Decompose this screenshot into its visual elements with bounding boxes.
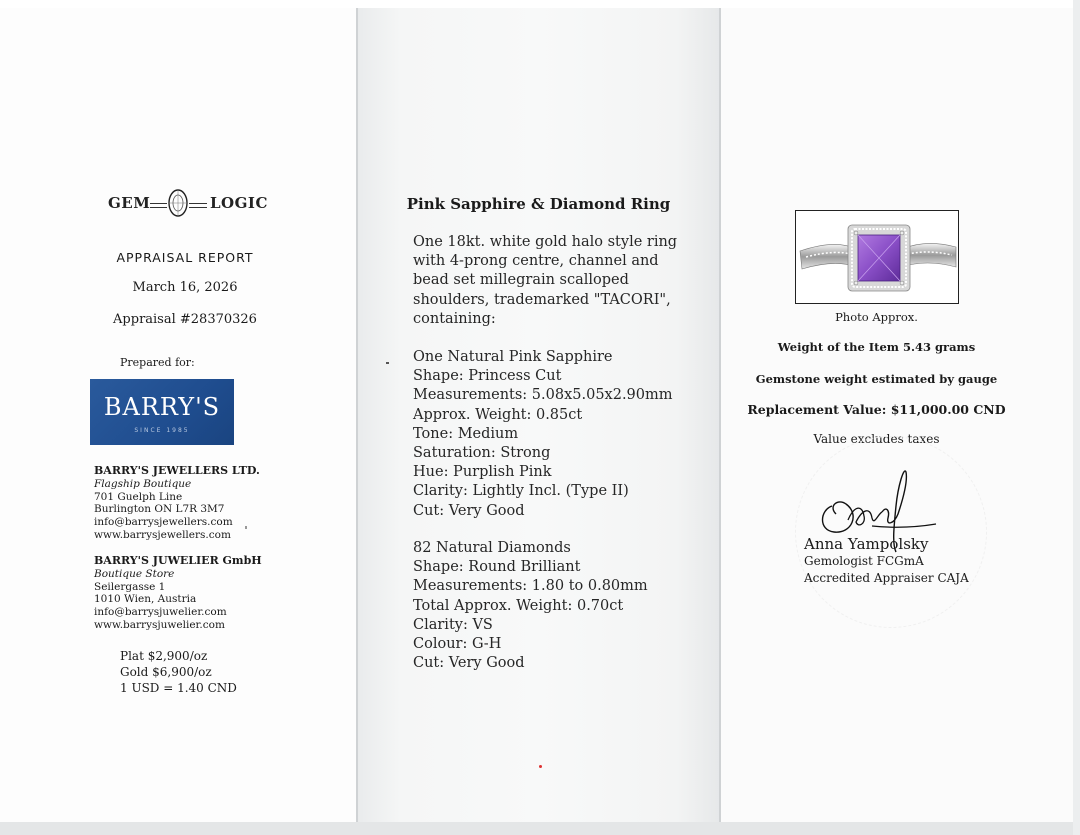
gold-price: Gold $6,900/oz [120,665,212,679]
diamond-line: Measurements: 1.80 to 0.80mm [413,578,648,595]
address-line: Burlington ON L7R 3M7 [94,503,225,516]
diamond-line: Total Approx. Weight: 0.70ct [413,597,624,614]
address-block [94,555,262,632]
description-line: One 18kt. white gold halo style ring [413,234,678,250]
logo-word-left: GEM [108,194,151,212]
address-line: 1010 Wien, Austria [94,593,197,606]
sapphire-details [413,348,673,521]
barrys-logo [90,379,234,445]
diamond-line: 82 Natural Diamonds [413,540,571,556]
report-date: March 16, 2026 [132,280,238,295]
oval-gem-icon [167,188,189,218]
exchange-rate: 1 USD = 1.40 CND [120,681,237,695]
logo-bar [150,203,167,208]
item-description [413,233,677,329]
sapphire-line: Clarity: Lightly Incl. (Type II) [413,483,629,500]
address-block [94,465,260,542]
scan-speck [386,362,389,364]
address-line: Seilergasse 1 [94,580,166,593]
sapphire-line: One Natural Pink Sapphire [413,349,613,365]
appraiser-credential: Accredited Appraiser CAJA [804,571,969,585]
diamond-line: Colour: G-H [413,636,502,653]
prepared-for-label: Prepared for: [120,356,195,369]
sapphire-line: Measurements: 5.08x5.05x2.90mm [413,387,673,404]
sapphire-line: Saturation: Strong [413,445,551,462]
website-link[interactable]: www.barrysjuwelier.com [94,618,225,631]
scan-edge [1073,0,1080,835]
company-name: BARRY'S JEWELLERS LTD. [94,464,260,477]
item-title: Pink Sapphire & Diamond Ring [406,195,671,213]
platinum-price: Plat $2,900/oz [120,649,208,663]
diamond-line: Shape: Round Brilliant [413,559,581,576]
diamond-line: Clarity: VS [413,616,493,633]
logo-word-right: LOGIC [210,194,268,212]
email-link[interactable]: info@barrysjewellers.com [94,516,233,529]
description-line: shoulders, trademarked "TACORI", [413,291,671,308]
tax-note: Value excludes taxes [813,432,940,446]
store-type: Flagship Boutique [94,477,192,490]
sapphire-line: Shape: Princess Cut [413,368,562,385]
scan-edge [0,822,1080,835]
diamond-line: Cut: Very Good [413,655,525,672]
appraiser-credential: Gemologist FCGmA [804,554,924,568]
website-link[interactable]: www.barrysjewellers.com [94,528,231,541]
brand-name: BARRY'S [103,393,221,421]
sapphire-line: Cut: Very Good [413,502,525,519]
description-line: containing: [413,310,496,327]
gemstone-weight-note: Gemstone weight estimated by gauge [755,372,998,386]
photo-caption: Photo Approx. [835,310,918,324]
description-line: with 4-prong centre, channel and [413,253,659,270]
address-line: 701 Guelph Line [94,490,183,503]
ring-image [796,211,958,303]
sapphire-line: Hue: Purplish Pink [413,464,552,481]
replacement-value: Replacement Value: $11,000.00 CND [747,402,1006,417]
brand-since: SINCE 1985 [134,427,190,434]
gem-logic-logo [100,186,270,220]
appraiser-name: Anna Yampolsky [804,535,929,553]
sapphire-line: Approx. Weight: 0.85ct [413,406,583,423]
diamond-details [413,539,648,673]
store-type: Boutique Store [94,567,175,580]
report-title: APPRAISAL REPORT [116,250,254,265]
ring-photo [795,210,959,304]
item-weight: Weight of the Item 5.43 grams [777,340,976,354]
email-link[interactable]: info@barrysjuwelier.com [94,606,227,619]
appraisal-number: Appraisal #28370326 [113,312,257,327]
logo-bar [189,203,207,208]
metal-prices [120,648,237,696]
scan-speck [539,765,542,768]
description-line: bead set millegrain scalloped [413,272,629,289]
scan-speck [245,526,247,529]
sapphire-line: Tone: Medium [413,425,519,442]
company-name: BARRY'S JUWELIER GmbH [94,554,262,567]
fold-line [356,8,358,824]
